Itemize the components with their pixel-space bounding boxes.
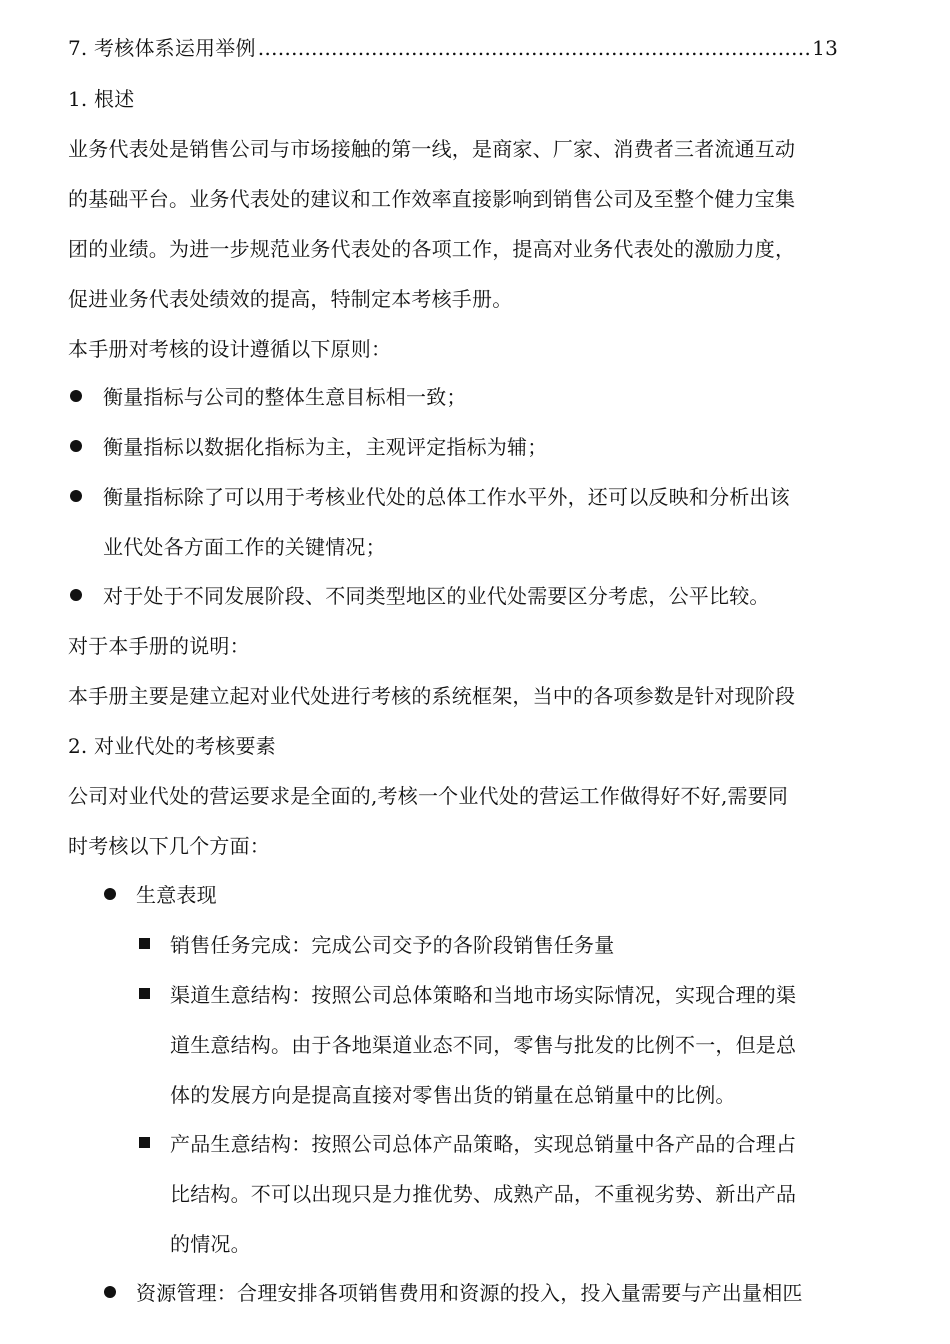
section-heading: 1. 根述	[68, 87, 135, 111]
bullet-square-icon	[139, 1137, 150, 1148]
bullet-dot-icon	[70, 390, 82, 402]
subfactor-item-continued: 的情况。	[170, 1232, 251, 1256]
bullet-dot-icon	[70, 490, 82, 502]
subfactor-item-continued: 体的发展方向是提高直接对零售出货的销量在总销量中的比例。	[170, 1083, 736, 1107]
bullet-dot-icon	[104, 888, 116, 900]
subfactor-item-continued: 道生意结构。由于各地渠道业态不同，零售与批发的比例不一，但是总	[170, 1033, 797, 1057]
toc-label: 7. 考核体系运用举例	[68, 36, 256, 60]
notes-text: 本手册主要是建立起对业代处进行考核的系统框架，当中的各项参数是针对现阶段	[68, 684, 796, 708]
paragraph-line: 团的业绩。为进一步规范业务代表处的各项工作，提高对业务代表处的激励力度，	[68, 237, 796, 261]
factor-item: 资源管理：合理安排各项销售费用和资源的投入，投入量需要与产出量相匹	[136, 1281, 803, 1305]
principle-item-continued: 业代处各方面工作的关键情况；	[103, 535, 386, 559]
principles-intro: 本手册对考核的设计遵循以下原则：	[68, 337, 392, 361]
bullet-dot-icon	[104, 1286, 116, 1298]
principle-item: 衡量指标以数据化指标为主，主观评定指标为辅；	[103, 435, 548, 459]
toc-leader-dots	[258, 35, 811, 61]
bullet-square-icon	[139, 988, 150, 999]
principle-item: 对于处于不同发展阶段、不同类型地区的业代处需要区分考虑，公平比较。	[103, 584, 770, 608]
factor-item: 生意表现	[136, 883, 217, 907]
bullet-dot-icon	[70, 589, 82, 601]
bullet-square-icon	[139, 938, 150, 949]
section-heading: 2. 对业代处的考核要素	[68, 734, 276, 758]
notes-intro: 对于本手册的说明：	[68, 634, 250, 658]
subfactor-item-continued: 比结构。不可以出现只是力推优势、成熟产品，不重视劣势、新出产品	[170, 1182, 797, 1206]
toc-entry[interactable]	[68, 35, 838, 61]
bullet-dot-icon	[70, 440, 82, 452]
paragraph-line: 的基础平台。业务代表处的建议和工作效率直接影响到销售公司及至整个健力宝集	[68, 187, 796, 211]
subfactor-item: 销售任务完成：完成公司交予的各阶段销售任务量	[170, 933, 615, 957]
paragraph-line: 促进业务代表处绩效的提高，特制定本考核手册。	[68, 287, 513, 311]
toc-page-number: 13	[812, 36, 838, 60]
paragraph-line: 公司对业代处的营运要求是全面的,考核一个业代处的营运工作做得好不好,需要同	[68, 784, 789, 808]
principle-item: 衡量指标除了可以用于考核业代处的总体工作水平外，还可以反映和分析出该	[103, 485, 790, 509]
subfactor-item: 渠道生意结构：按照公司总体策略和当地市场实际情况，实现合理的渠	[170, 983, 797, 1007]
principle-item: 衡量指标与公司的整体生意目标相一致；	[103, 385, 467, 409]
subfactor-item: 产品生意结构：按照公司总体产品策略，实现总销量中各产品的合理占	[170, 1132, 797, 1156]
paragraph-line: 时考核以下几个方面：	[68, 834, 270, 858]
paragraph-line: 业务代表处是销售公司与市场接触的第一线，是商家、厂家、消费者三者流通互动	[68, 137, 796, 161]
